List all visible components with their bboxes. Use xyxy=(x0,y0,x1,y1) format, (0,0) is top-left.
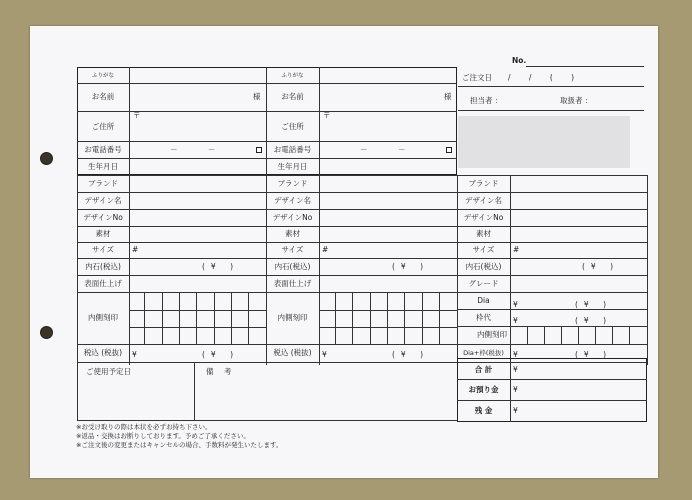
frame-price: (¥ ) xyxy=(575,316,613,325)
material-label: 素材 xyxy=(476,229,491,238)
yen-mark: ¥ xyxy=(322,350,327,359)
brand-label: ブランド xyxy=(277,179,308,188)
tax-label: 税込 (税抜) xyxy=(273,348,312,357)
form-number-label: No. xyxy=(512,56,527,65)
design-name-label: デザイン名 xyxy=(465,196,502,205)
tax-excluded-price: (¥ ) xyxy=(392,350,430,359)
design-no-label: デザインNo xyxy=(272,213,313,222)
checkbox[interactable] xyxy=(256,147,262,153)
size-label: サイズ xyxy=(472,245,495,254)
center-stone-price: (¥ ) xyxy=(582,262,620,271)
center-stone-label: 内石(税込) xyxy=(465,262,502,271)
note-line: ※お受け取りの際は本状を必ずお持ち下さい。 xyxy=(76,423,212,431)
postal-mark: 〒 xyxy=(323,111,331,120)
brand-label: ブランド xyxy=(468,179,499,188)
yen-mark: ¥ xyxy=(513,316,518,325)
finish-label: 表面仕上げ xyxy=(273,279,312,288)
checkbox[interactable] xyxy=(446,147,452,153)
size-mark: # xyxy=(132,245,139,254)
note-line: ※返品・交換はお断りしております。予めご了承ください。 xyxy=(76,432,250,440)
material-label: 素材 xyxy=(95,229,111,238)
center-stone-price: (¥ ) xyxy=(202,262,240,271)
address-label: ご住所 xyxy=(91,122,115,131)
yen-mark: ¥ xyxy=(513,385,518,394)
yen-mark: ¥ xyxy=(513,300,518,309)
size-label: サイズ xyxy=(281,245,304,254)
dia-label: Dia xyxy=(477,296,490,305)
note-line: ※ご注文後の変更またはキャンセルの場合、手数料が発生いたします。 xyxy=(76,441,283,449)
staff-label: 担当者 ： xyxy=(470,96,503,105)
binder-hole xyxy=(40,152,53,165)
brand-label: ブランド xyxy=(88,179,118,188)
engraving-label: 内側刻印 xyxy=(277,313,308,322)
dia-frame-price: (¥ ) xyxy=(575,350,613,359)
remarks-label: 備 考 xyxy=(206,367,236,376)
tax-excluded-price: (¥ ) xyxy=(202,350,240,359)
center-stone-label: 内石(税込) xyxy=(274,262,311,271)
grade-label: グレード xyxy=(468,279,499,288)
frame-label: 枠代 xyxy=(476,313,491,322)
usage-date-label: ご使用予定日 xyxy=(86,367,131,376)
design-no-label: デザインNo xyxy=(83,213,123,222)
yen-mark: ¥ xyxy=(513,365,518,374)
finish-label: 表面仕上げ xyxy=(84,279,122,288)
binder-hole xyxy=(40,326,53,339)
furigana-label: ふりがな xyxy=(91,73,114,79)
stamp-area xyxy=(458,116,630,168)
phone-label: お電話番号 xyxy=(84,145,122,154)
name-label: お名前 xyxy=(281,92,304,101)
name-label: お名前 xyxy=(91,92,115,101)
size-label: サイズ xyxy=(92,245,114,254)
order-form-sheet xyxy=(30,26,658,478)
order-date-label: ご注文日 xyxy=(462,73,492,82)
engraving-label: 内側刻印 xyxy=(88,313,118,322)
yen-mark: ¥ xyxy=(513,350,518,359)
balance-label: 残 金 xyxy=(474,406,493,415)
center-stone-label: 内石(税込) xyxy=(85,262,121,271)
address-label: ご住所 xyxy=(281,122,304,131)
total-label: 合 計 xyxy=(474,365,493,374)
phone-format: － － xyxy=(360,145,420,154)
phone-format: － － xyxy=(170,145,230,154)
handler-label: 取扱者 ： xyxy=(560,96,593,105)
tax-label: 税込 (税抜) xyxy=(83,348,123,357)
design-name-label: デザイン名 xyxy=(84,196,122,205)
size-mark: # xyxy=(513,245,520,254)
yen-mark: ¥ xyxy=(132,350,137,359)
order-date-value: / / ( ) xyxy=(508,73,583,82)
phone-label: お電話番号 xyxy=(273,145,312,154)
postal-mark: 〒 xyxy=(133,111,141,120)
size-mark: # xyxy=(322,245,329,254)
birthday-label: 生年月日 xyxy=(88,162,118,171)
design-name-label: デザイン名 xyxy=(274,196,311,205)
yen-mark: ¥ xyxy=(513,406,518,415)
birthday-label: 生年月日 xyxy=(277,162,308,171)
material-label: 素材 xyxy=(285,229,300,238)
dia-price: (¥ ) xyxy=(575,300,613,309)
design-no-label: デザインNo xyxy=(463,213,504,222)
deposit-label: お預り金 xyxy=(468,385,499,394)
center-stone-price: (¥ ) xyxy=(392,262,430,271)
engraving-label: 内側刻印 xyxy=(477,330,507,339)
furigana-label: ふりがな xyxy=(281,73,304,79)
honorific-label: 様 xyxy=(444,92,452,101)
dia-frame-tax-label: Dia+枠(税抜) xyxy=(463,349,504,357)
honorific-label: 様 xyxy=(253,92,261,101)
